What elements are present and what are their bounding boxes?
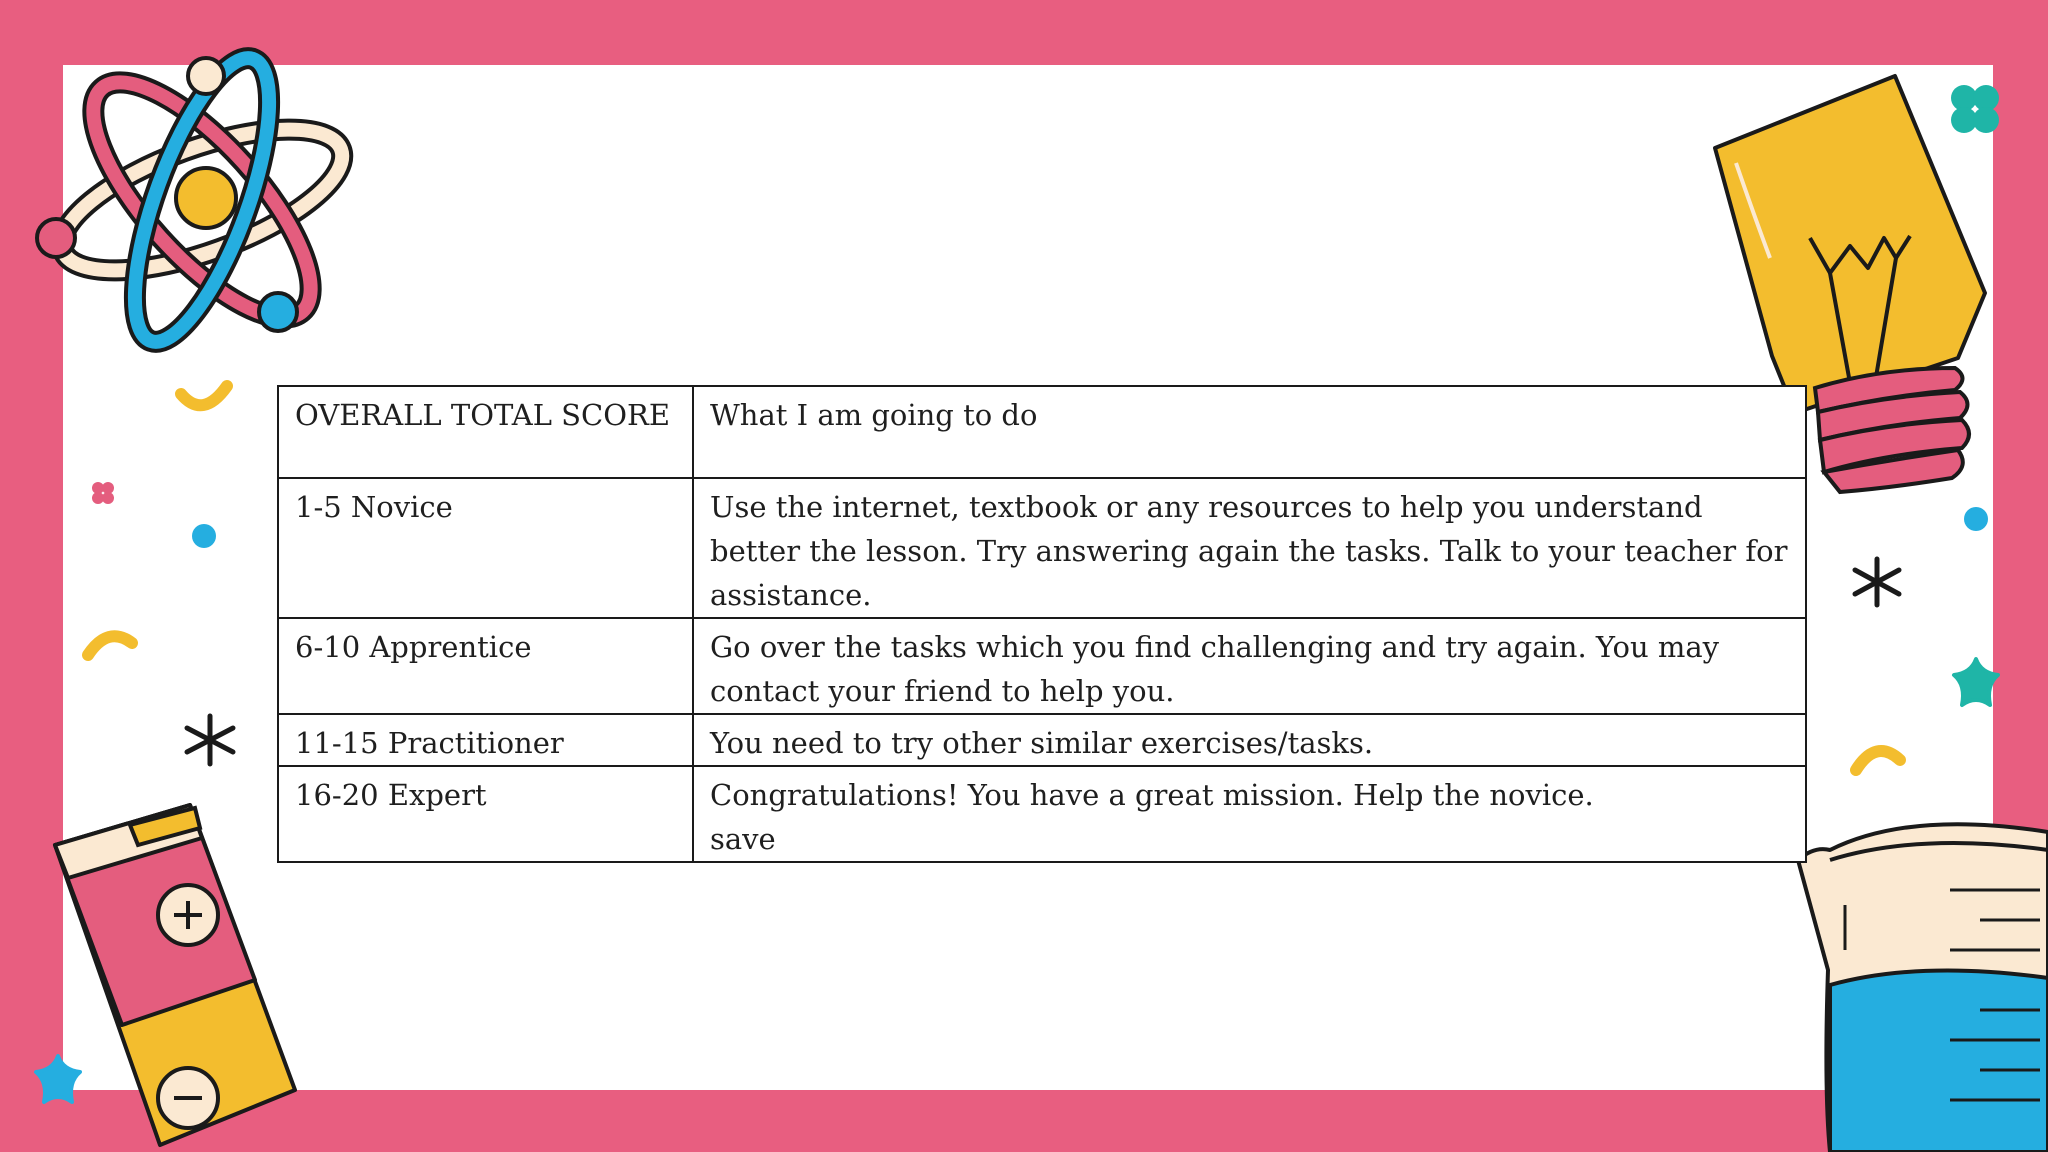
- atom-icon: [30, 30, 380, 370]
- table-row: [278, 714, 1806, 766]
- row-score-novice: 1-5 Novice: [278, 478, 693, 618]
- sparkle-icon: [182, 712, 238, 768]
- row-action-expert-text: Congratulations! You have a great mission. Help the novice.: [710, 778, 1594, 812]
- row-score-apprentice: 6-10 Apprentice: [278, 618, 693, 714]
- star-icon: [30, 1052, 86, 1108]
- row-score-expert: 16-20 Expert: [278, 766, 693, 862]
- row-action-expert-extra: save: [710, 822, 776, 856]
- header-score: OVERALL TOTAL SCORE: [278, 386, 693, 478]
- row-action-practitioner: You need to try other similar exercises/tasks.: [693, 714, 1806, 766]
- beaker-icon: [1790, 810, 2048, 1152]
- arc-icon: [1848, 738, 1908, 783]
- dot-icon: [1962, 505, 1990, 533]
- clover-icon: [1945, 80, 2005, 138]
- row-action-apprentice: Go over the tasks which you find challenging and try again. You may contact your friend to help you.: [693, 618, 1806, 714]
- score-guide-table: [277, 385, 1807, 863]
- table-row: [278, 618, 1806, 714]
- dot-icon: [190, 522, 218, 550]
- table-row: [278, 478, 1806, 618]
- arc-icon: [80, 625, 140, 670]
- clover-icon: [88, 478, 118, 508]
- table-header-row: [278, 386, 1806, 478]
- table-row: [278, 766, 1806, 862]
- row-score-practitioner: 11-15 Practitioner: [278, 714, 693, 766]
- star-icon: [1948, 655, 2004, 711]
- arc-icon: [175, 378, 235, 423]
- sparkle-icon: [1850, 555, 1904, 609]
- battery-icon: [50, 800, 300, 1150]
- row-action-expert: [693, 766, 1806, 862]
- row-action-novice: Use the internet, textbook or any resources to help you understand better the lesson. Try answering again the tasks. Talk to your teacher for assistance.: [693, 478, 1806, 618]
- header-action: What I am going to do: [693, 386, 1806, 478]
